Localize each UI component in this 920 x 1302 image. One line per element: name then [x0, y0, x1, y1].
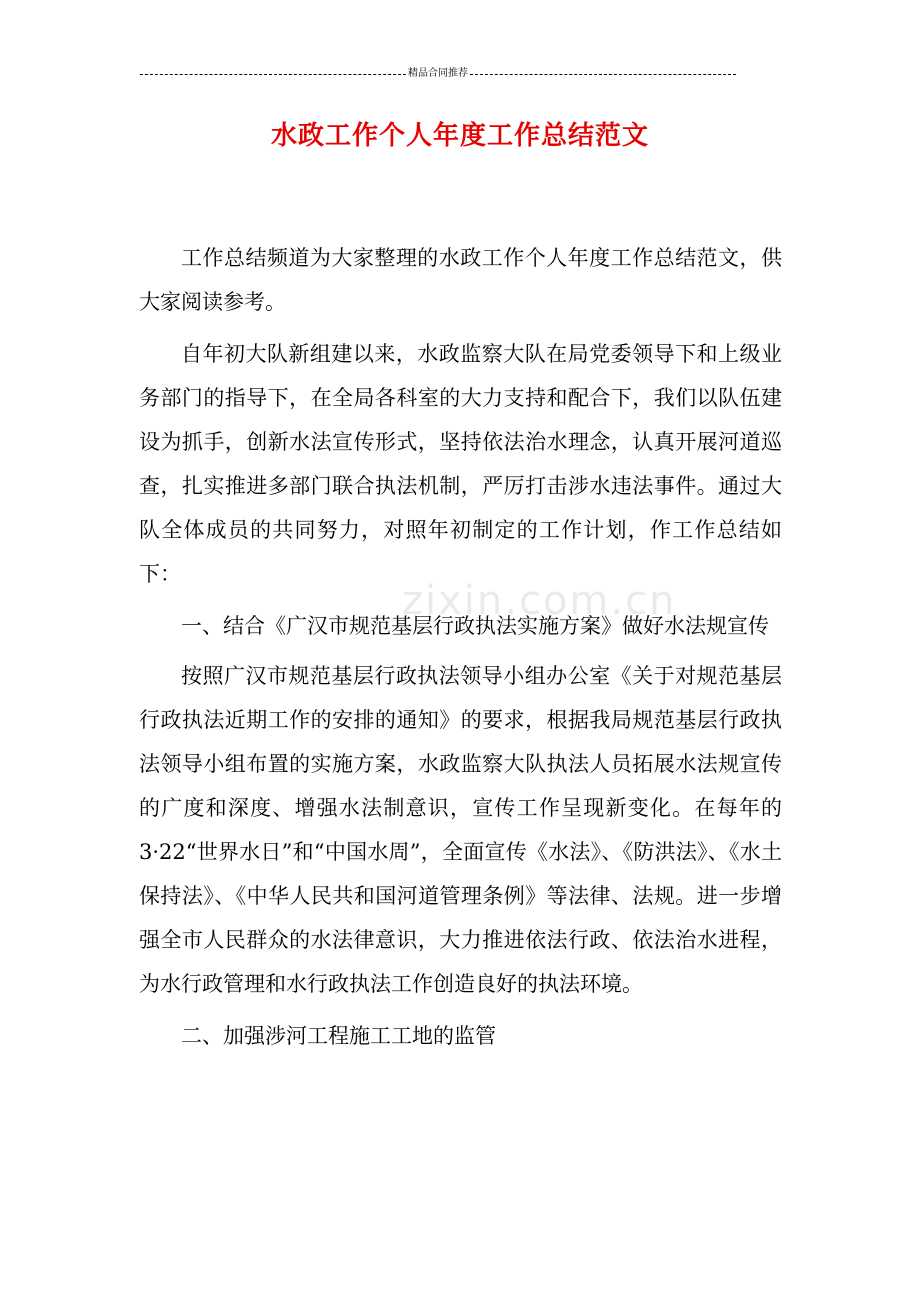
section-1-paragraph: 按照广汉市规范基层行政执法领导小组办公室《关于对规范基层行政执法近期工作的安排的通知》的要求，根据我局规范基层行政执法领导小组布置的实施方案，水政监察大队执法人员拓展水法规宣传的广度和深度、增强水法制意识，宣传工作呈现新变化。在每年的3·22“世界水日”和“中国水周”，全面宣传《水法》、《防洪法》、《水土保持法》、《中华人民共和国河道管理条例》等法律、法规。进一步增强全市人民群众的水法律意识，大力推进依法行政、依法治水进程，为水行政管理和水行政执法工作创造良好的执法环境。 [139, 664, 782, 996]
header-divider-left [140, 74, 406, 75]
document-body [139, 236, 782, 1064]
section-heading-1: 一、结合《广汉市规范基层行政执法实施方案》做好水法规宣传 [181, 614, 769, 638]
intro-paragraph: 工作总结频道为大家整理的水政工作个人年度工作总结范文，供大家阅读参考。 [139, 246, 782, 314]
header-divider-right [470, 74, 736, 75]
page-header [140, 66, 736, 82]
watermark: zixin.com.cn [402, 578, 677, 624]
overview-paragraph: 自年初大队新组建以来，水政监察大队在局党委领导下和上级业务部门的指导下，在全局各科室的大力支持和配合下，我们以队伍建设为抓手，创新水法宣传形式，坚持依法治水理念，认真开展河道巡查，扎实推进多部门联合执法机制，严厉打击涉水违法事件。通过大队全体成员的共同努力，对照年初制定的工作计划，作工作总结如下： [139, 342, 782, 586]
document-title: 水政工作个人年度工作总结范文 [270, 121, 649, 151]
section-heading-2: 二、加强涉河工程施工工地的监管 [181, 1024, 496, 1048]
header-label: 精品合同推荐 [408, 68, 468, 79]
